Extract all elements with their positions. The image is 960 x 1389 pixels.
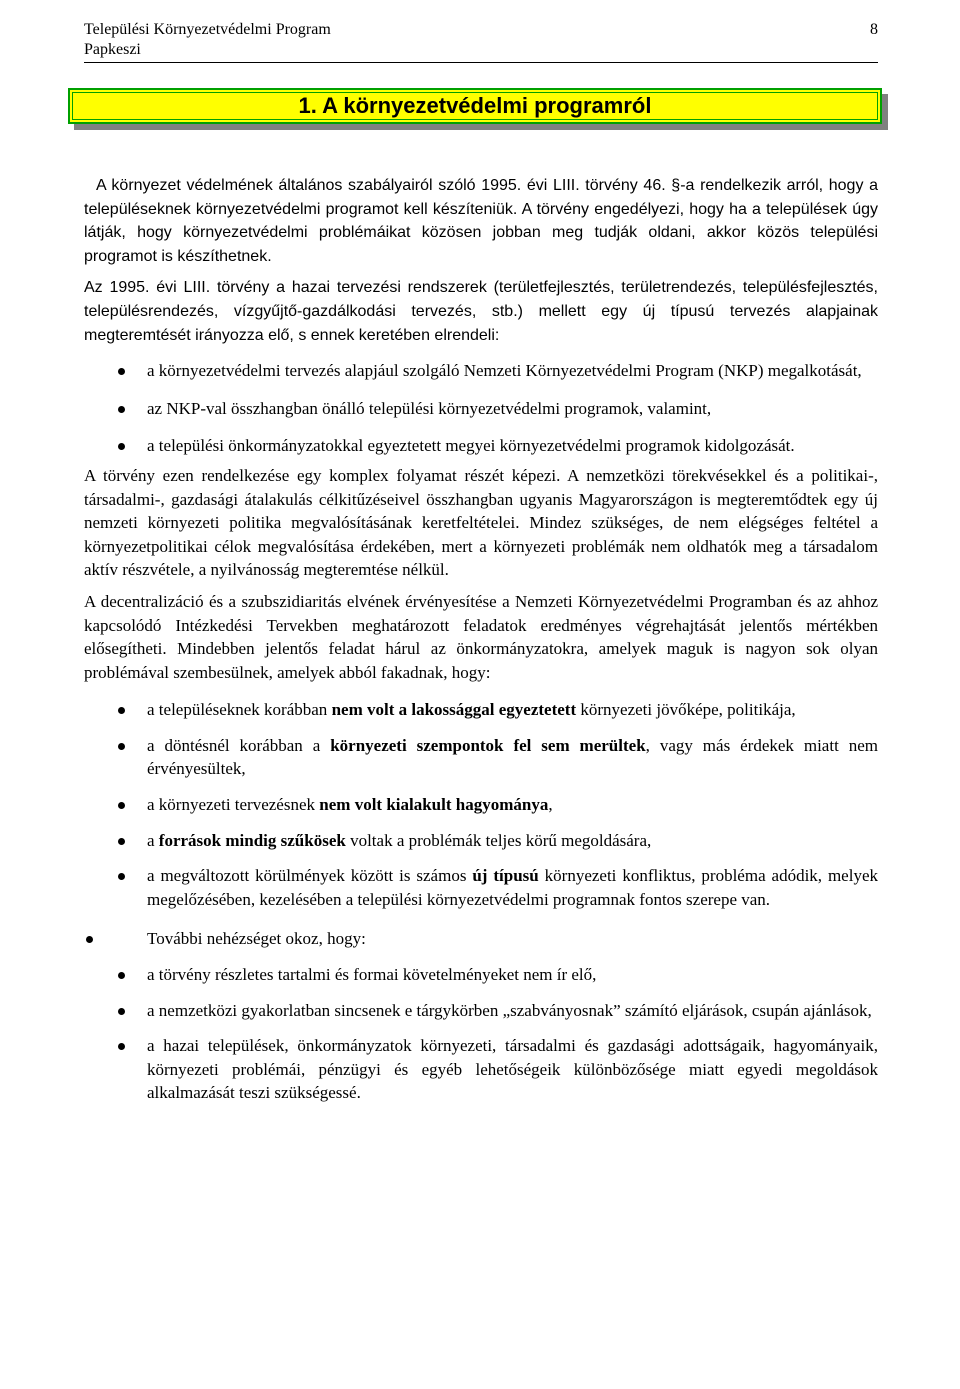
list2-item-3-pre: a környezeti tervezésnek bbox=[147, 795, 320, 815]
list-item bbox=[84, 829, 878, 853]
list2-item-5-bold: új típusú bbox=[472, 866, 539, 886]
page-number: 8 bbox=[870, 21, 878, 38]
list3-item-2: a nemzetközi gyakorlatban sincsenek e tárgykörben „szabványosnak” számító eljárások, csupán ajánlások, bbox=[147, 1000, 872, 1020]
list-item bbox=[84, 359, 878, 383]
list2-item-2-post: , vagy más érdekek miatt nem érvényesültek, bbox=[147, 735, 878, 779]
list-item bbox=[84, 793, 878, 817]
list2-item-2-bold: környezeti szempontok fel sem merültek bbox=[330, 735, 646, 755]
paragraph-1 bbox=[84, 174, 878, 268]
list2-item-4-post: voltak a problémák teljes körű megoldására, bbox=[345, 830, 652, 850]
bullet-icon bbox=[118, 443, 125, 450]
list-item bbox=[84, 864, 878, 911]
bullet-icon bbox=[118, 873, 125, 880]
list2-item-1-pre: a településeknek korábban bbox=[147, 700, 332, 720]
paragraph-1b-text: A törvény engedélyezi, hogy ha a települések úgy látják, hogy környezetvédelmi problémáikat közösen jobban meg tudják oldani, akkor közös települési programot is készíthetnek. bbox=[84, 200, 879, 265]
bullet-icon bbox=[118, 707, 125, 714]
list-item bbox=[84, 963, 878, 987]
list2-item-5-pre: a megváltozott körülmények között is számos bbox=[147, 866, 473, 886]
section-title: 1. A környezetvédelmi programról bbox=[298, 93, 652, 118]
section-title-box bbox=[68, 88, 882, 124]
outer-list-item bbox=[84, 927, 878, 951]
list1-item-2: az NKP-val összhangban önálló települési környezetvédelmi programok, valamint, bbox=[147, 398, 712, 418]
list3-item-3: a hazai települések, önkormányzatok környezeti, társadalmi és gazdasági adottságaik, hagyományaik, környezeti problémái, pénzügyi és egyéb lehetőségeik különbözősége miatt egyedi megoldások alkalmazását teszi szükségessé. bbox=[147, 1036, 878, 1103]
document-body bbox=[84, 174, 878, 1105]
list3-item-1: a törvény részletes tartalmi és formai követelményeket nem ír elő, bbox=[147, 965, 597, 985]
outer-bullet-text: További nehézséget okoz, hogy: bbox=[147, 929, 366, 949]
list-item bbox=[84, 734, 878, 781]
list-item bbox=[84, 1034, 878, 1105]
bullet-icon bbox=[118, 743, 125, 750]
bullet-icon bbox=[118, 406, 125, 413]
paragraph-3: A törvény ezen rendelkezése egy komplex folyamat részét képezi. A nemzetközi törekvésekkel és a politikai-, társadalmi-, gazdasági átalakulás célkitűzéseivel összhangban ugyanis Magyarországon is megteremtődtek egy új nemzeti környezeti politika megvalósításának keretfeltételei. Mindez szükséges, de nem elégséges feltétel a környezetpolitikai célok megvalósítása érdekében, mert a környezeti problémák nem oldhatók meg a társadalom aktív részvétele, a nyilvánosság megteremtése nélkül. bbox=[84, 465, 878, 580]
page-header bbox=[84, 20, 878, 63]
bullet-icon bbox=[118, 368, 125, 375]
list2-item-3-bold: nem volt kialakult hagyománya bbox=[319, 795, 549, 815]
list-item bbox=[84, 434, 878, 458]
bullet-icon bbox=[86, 936, 93, 943]
paragraph-4: A decentralizáció és a szubszidiaritás elvének érvényesítése a Nemzeti Környezetvédelmi Programban és az ahhoz kapcsolódó Intézkedési Tervekben meghatározott feladatok eredményes végrehajtását jelentős mértékben elősegítheti. Mindebben jelentős feladat hárul az önkormányzatokra, amelyek maguk is nagyon sok olyan problémával szembesülnek, amelyek abból fakadnak, hogy: bbox=[84, 591, 878, 682]
list2-item-4-pre: a bbox=[147, 830, 159, 850]
paragraph-2: Az 1995. évi LIII. törvény a hazai tervezési rendszerek (területfejlesztés, területrendezés, településfejlesztés, településrendezés, vízgyűjtő-gazdálkodási tervezés, stb.) mellett egy új típusú tervezés alapjainak megteremtését irányozza elő, s ennek keretében elrendeli: bbox=[84, 279, 878, 344]
list-item bbox=[84, 397, 878, 421]
list2-item-3-post: , bbox=[548, 795, 553, 815]
list1-item-1: a környezetvédelmi tervezés alapjául szolgáló Nemzeti Környezetvédelmi Program (NKP) megalkotását, bbox=[147, 361, 862, 381]
header-title: Települési Környezetvédelmi Program bbox=[84, 21, 331, 38]
list-item bbox=[84, 999, 878, 1023]
list-item bbox=[84, 698, 878, 722]
list2-item-1-bold: nem volt a lakossággal egyeztetett bbox=[331, 700, 577, 720]
bullet-icon bbox=[118, 972, 125, 979]
list2-item-4-bold: források mindig szűkösek bbox=[158, 830, 346, 850]
bullet-icon bbox=[118, 1008, 125, 1015]
list2-item-1-post: környezeti jövőképe, politikája, bbox=[576, 700, 796, 720]
list2-item-5-post: környezeti konfliktus, probléma adódik, melyek megelőzésében, kezelésében a települési környezetvédelmi programnak fontos szerepe van. bbox=[147, 866, 879, 909]
bullet-icon bbox=[118, 802, 125, 809]
header-place: Papkeszi bbox=[84, 41, 141, 58]
list2-item-2-pre: a döntésnél korábban a bbox=[147, 735, 331, 755]
bullet-icon bbox=[118, 1043, 125, 1050]
paragraph-1-text: A környezet védelmének általános szabályairól szóló 1995. évi LIII. törvény 46. §-a rendelkezik arról, hogy a településeknek környezetvédelmi programot kell készíteniük. bbox=[84, 177, 878, 218]
bullet-icon bbox=[118, 838, 125, 845]
list1-item-3: a települési önkormányzatokkal egyeztetett megyei környezetvédelmi programok kidolgozását. bbox=[147, 436, 795, 456]
